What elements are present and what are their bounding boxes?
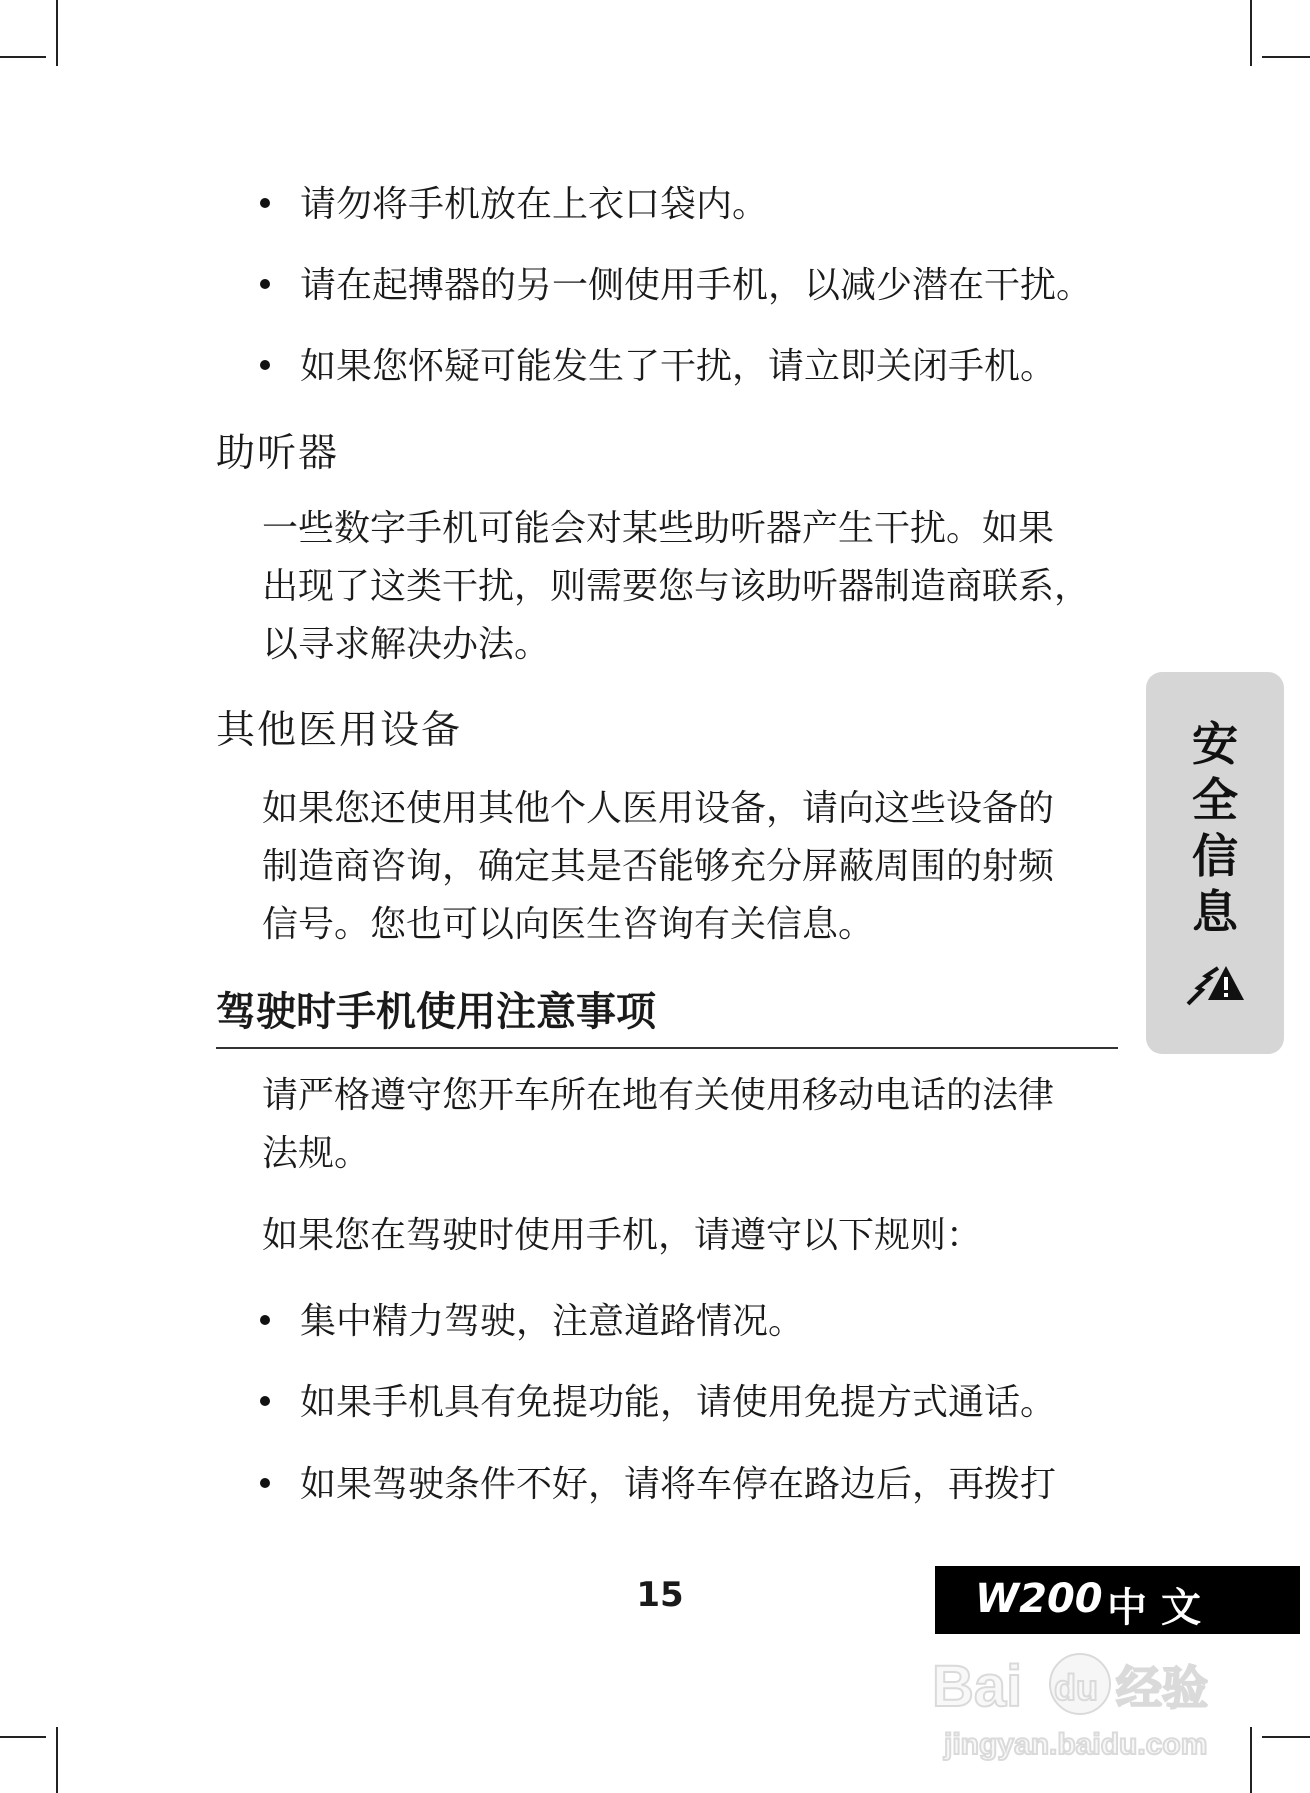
crop-mark: [1262, 56, 1310, 58]
section-divider: [216, 1047, 1118, 1049]
tab-char: 安: [1192, 717, 1238, 771]
bullet-dot: [260, 198, 270, 208]
section-title-driving: 驾驶时手机使用注意事项: [216, 989, 656, 1035]
list-item: [260, 1463, 1056, 1507]
crop-mark: [56, 1727, 58, 1793]
bullet-dot: [260, 360, 270, 370]
text-line: 以寻求解决办法。: [262, 624, 551, 665]
crop-mark: [0, 56, 46, 58]
text-line: 如果您还使用其他个人医用设备，请向这些设备的: [262, 788, 1055, 829]
bullet-dot: [260, 279, 270, 289]
crop-mark: [1262, 1736, 1310, 1738]
list-item-text: 请勿将手机放在上衣口袋内。: [300, 184, 769, 225]
section-title-hearing-aid: 助听器: [216, 431, 340, 476]
svg-text:经验: 经验: [1116, 1661, 1208, 1715]
crop-mark: [1250, 0, 1252, 66]
text-line: 出现了这类干扰，则需要您与该助听器制造商联系，: [262, 566, 1091, 607]
text-line: 法规。: [262, 1133, 371, 1174]
driving-paragraph-1: [262, 1067, 1122, 1183]
list-item: [260, 1300, 804, 1344]
list-item-text: 如果手机具有免提功能，请使用免提方式通话。: [300, 1382, 1057, 1423]
bullet-dot: [260, 1396, 270, 1406]
list-item: [260, 1381, 1056, 1425]
section-title-other-devices: 其他医用设备: [216, 708, 463, 753]
svg-text:du: du: [1054, 1667, 1098, 1708]
model-label-box: [935, 1566, 1300, 1634]
baidu-watermark-logo: [930, 1636, 1230, 1766]
crop-mark: [1250, 1727, 1252, 1793]
list-item: [260, 345, 1056, 389]
bullet-dot: [260, 1315, 270, 1325]
list-item-text: 请在起搏器的另一侧使用手机，以减少潜在干扰。: [300, 265, 1093, 306]
text-line: 制造商咨询，确定其是否能够充分屏蔽周围的射频: [262, 846, 1055, 887]
svg-text:jingyan.baidu.com: jingyan.baidu.com: [944, 1728, 1208, 1761]
driving-paragraph-2: 如果您在驾驶时使用手机，请遵守以下规则：: [262, 1215, 983, 1256]
page-number: 15: [636, 1575, 684, 1615]
tab-char: 息: [1192, 885, 1238, 939]
text-line: 一些数字手机可能会对某些助听器产生干扰。如果: [262, 508, 1055, 549]
list-item-text: 如果驾驶条件不好，请将车停在路边后，再拨打: [300, 1464, 1057, 1505]
list-item: [260, 183, 768, 227]
list-item: [260, 264, 1092, 308]
text-line: 请严格遵守您开车所在地有关使用移动电话的法律: [262, 1075, 1055, 1116]
svg-text:Bai: Bai: [932, 1654, 1023, 1719]
safety-info-tab: [1146, 672, 1284, 1054]
other-devices-paragraph: [262, 780, 1122, 954]
model-name: W200: [975, 1576, 1103, 1622]
language-label: 中文: [1107, 1585, 1215, 1631]
crop-mark: [0, 1736, 46, 1738]
bullet-dot: [260, 1478, 270, 1488]
hearing-aid-paragraph: [262, 500, 1122, 674]
tab-char: 信: [1192, 829, 1238, 883]
tab-char: 全: [1192, 773, 1238, 827]
list-item-text: 集中精力驾驶，注意道路情况。: [300, 1301, 805, 1342]
warning-triangle-icon: [1182, 960, 1248, 1010]
list-item-text: 如果您怀疑可能发生了干扰，请立即关闭手机。: [300, 346, 1057, 387]
crop-mark: [56, 0, 58, 66]
text-line: 信号。您也可以向医生咨询有关信息。: [262, 904, 875, 945]
